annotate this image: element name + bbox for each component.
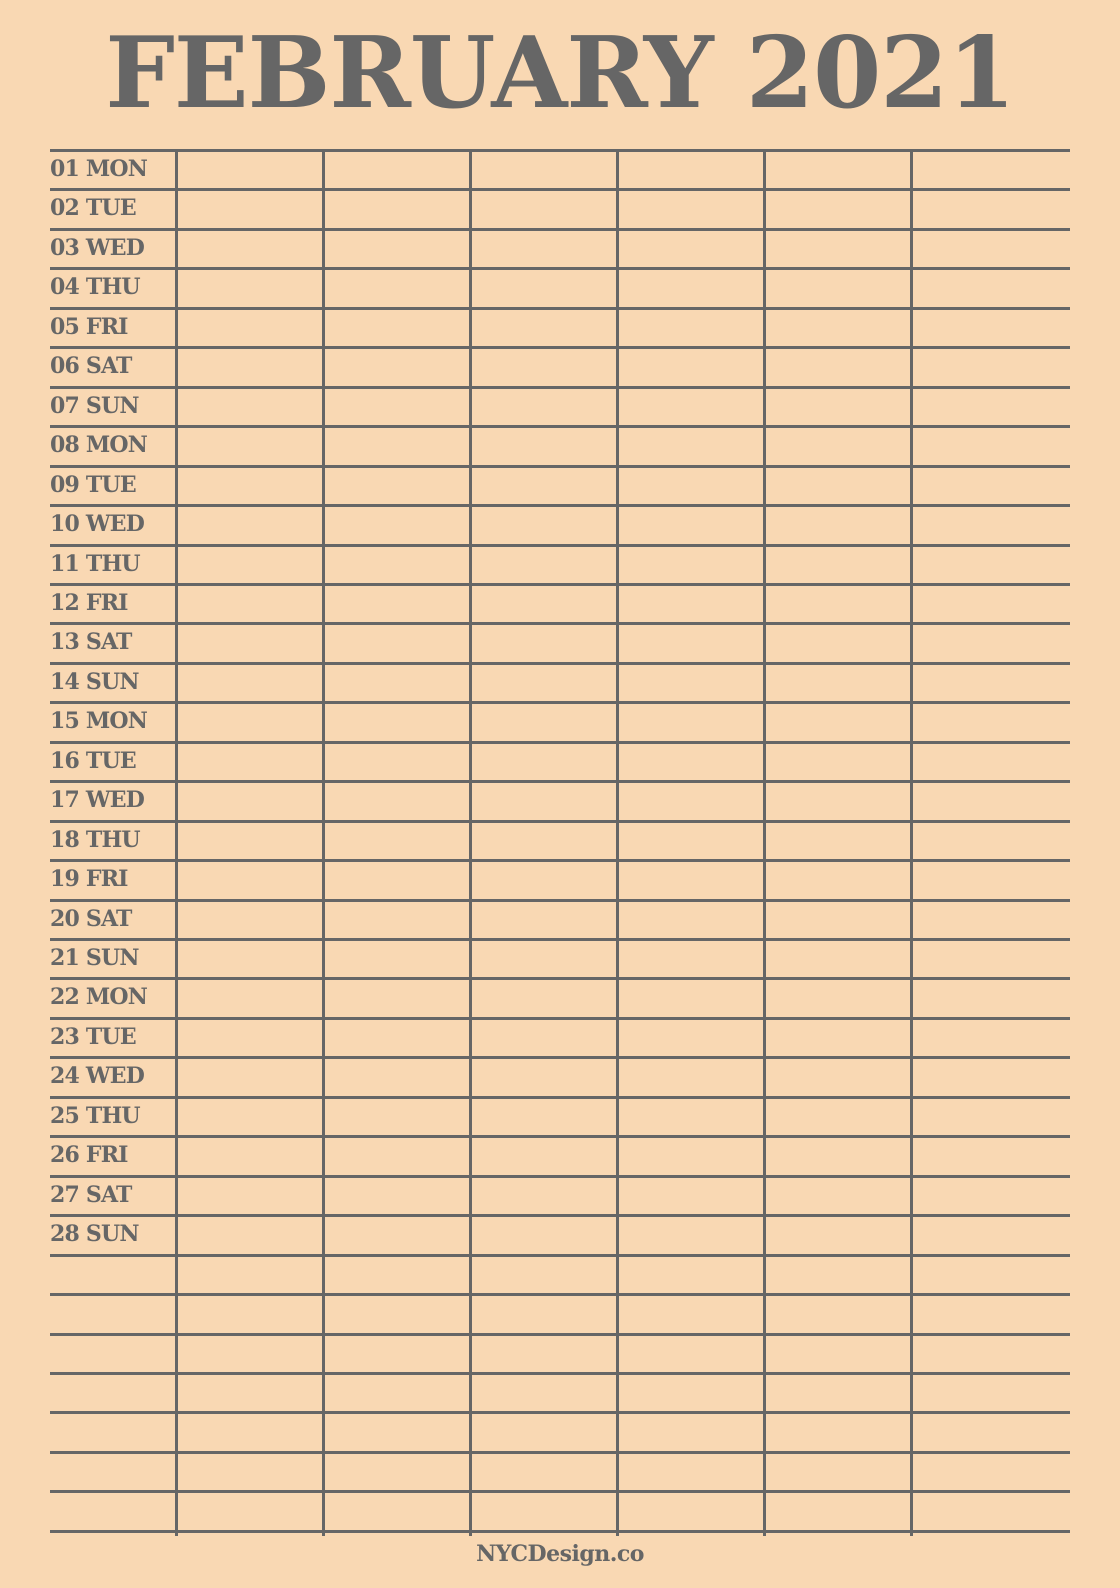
row-divider — [50, 1411, 1070, 1414]
row-divider — [50, 1254, 1070, 1257]
day-label: 16 TUE — [50, 748, 136, 774]
row-divider — [50, 1017, 1070, 1020]
day-label: 15 MON — [50, 708, 148, 734]
day-label: 10 WED — [50, 511, 145, 537]
row-divider — [50, 346, 1070, 349]
row-divider — [50, 583, 1070, 586]
column-divider — [910, 151, 913, 1536]
row-divider — [50, 622, 1070, 625]
day-label: 01 MON — [50, 156, 148, 182]
row-divider — [50, 1293, 1070, 1296]
row-divider — [50, 425, 1070, 428]
day-label: 18 THU — [50, 827, 140, 853]
row-divider — [50, 1056, 1070, 1059]
row-divider — [50, 544, 1070, 547]
column-divider — [763, 151, 766, 1536]
day-label: 05 FRI — [50, 314, 128, 340]
day-label: 21 SUN — [50, 945, 139, 971]
day-label: 11 THU — [50, 551, 140, 577]
row-divider — [50, 465, 1070, 468]
day-label: 13 SAT — [50, 629, 132, 655]
row-divider — [50, 1451, 1070, 1454]
day-label: 03 WED — [50, 235, 145, 261]
row-divider — [50, 977, 1070, 980]
row-divider — [50, 386, 1070, 389]
day-label: 27 SAT — [50, 1182, 132, 1208]
row-divider — [50, 307, 1070, 310]
column-divider — [175, 151, 178, 1536]
footer-credit: NYCDesign.co — [476, 1541, 644, 1567]
row-divider — [50, 149, 1070, 152]
row-divider — [50, 188, 1070, 191]
row-divider — [50, 228, 1070, 231]
day-label: 04 THU — [50, 274, 140, 300]
day-label: 25 THU — [50, 1103, 140, 1129]
row-divider — [50, 938, 1070, 941]
row-divider — [50, 1490, 1070, 1493]
day-label: 20 SAT — [50, 906, 132, 932]
row-divider — [50, 662, 1070, 665]
day-label: 12 FRI — [50, 590, 128, 616]
row-divider — [50, 780, 1070, 783]
row-divider — [50, 859, 1070, 862]
day-label: 02 TUE — [50, 195, 136, 221]
day-label: 07 SUN — [50, 393, 139, 419]
page-title: FEBRUARY 2021 — [105, 16, 1015, 131]
row-divider — [50, 1214, 1070, 1217]
row-divider — [50, 1135, 1070, 1138]
row-divider — [50, 1096, 1070, 1099]
day-label: 24 WED — [50, 1063, 145, 1089]
row-divider — [50, 1372, 1070, 1375]
day-label: 19 FRI — [50, 866, 128, 892]
day-label: 06 SAT — [50, 353, 132, 379]
row-divider — [50, 1530, 1070, 1533]
row-divider — [50, 741, 1070, 744]
day-label: 22 MON — [50, 984, 148, 1010]
day-label: 08 MON — [50, 432, 148, 458]
day-label: 26 FRI — [50, 1142, 128, 1168]
row-divider — [50, 820, 1070, 823]
day-label: 17 WED — [50, 787, 145, 813]
row-divider — [50, 899, 1070, 902]
day-label: 23 TUE — [50, 1024, 136, 1050]
column-divider — [469, 151, 472, 1536]
row-divider — [50, 1175, 1070, 1178]
row-divider — [50, 1333, 1070, 1336]
column-divider — [322, 151, 325, 1536]
day-label: 14 SUN — [50, 669, 139, 695]
day-label: 28 SUN — [50, 1221, 139, 1247]
day-label: 09 TUE — [50, 472, 136, 498]
row-divider — [50, 504, 1070, 507]
row-divider — [50, 701, 1070, 704]
column-divider — [616, 151, 619, 1536]
row-divider — [50, 267, 1070, 270]
